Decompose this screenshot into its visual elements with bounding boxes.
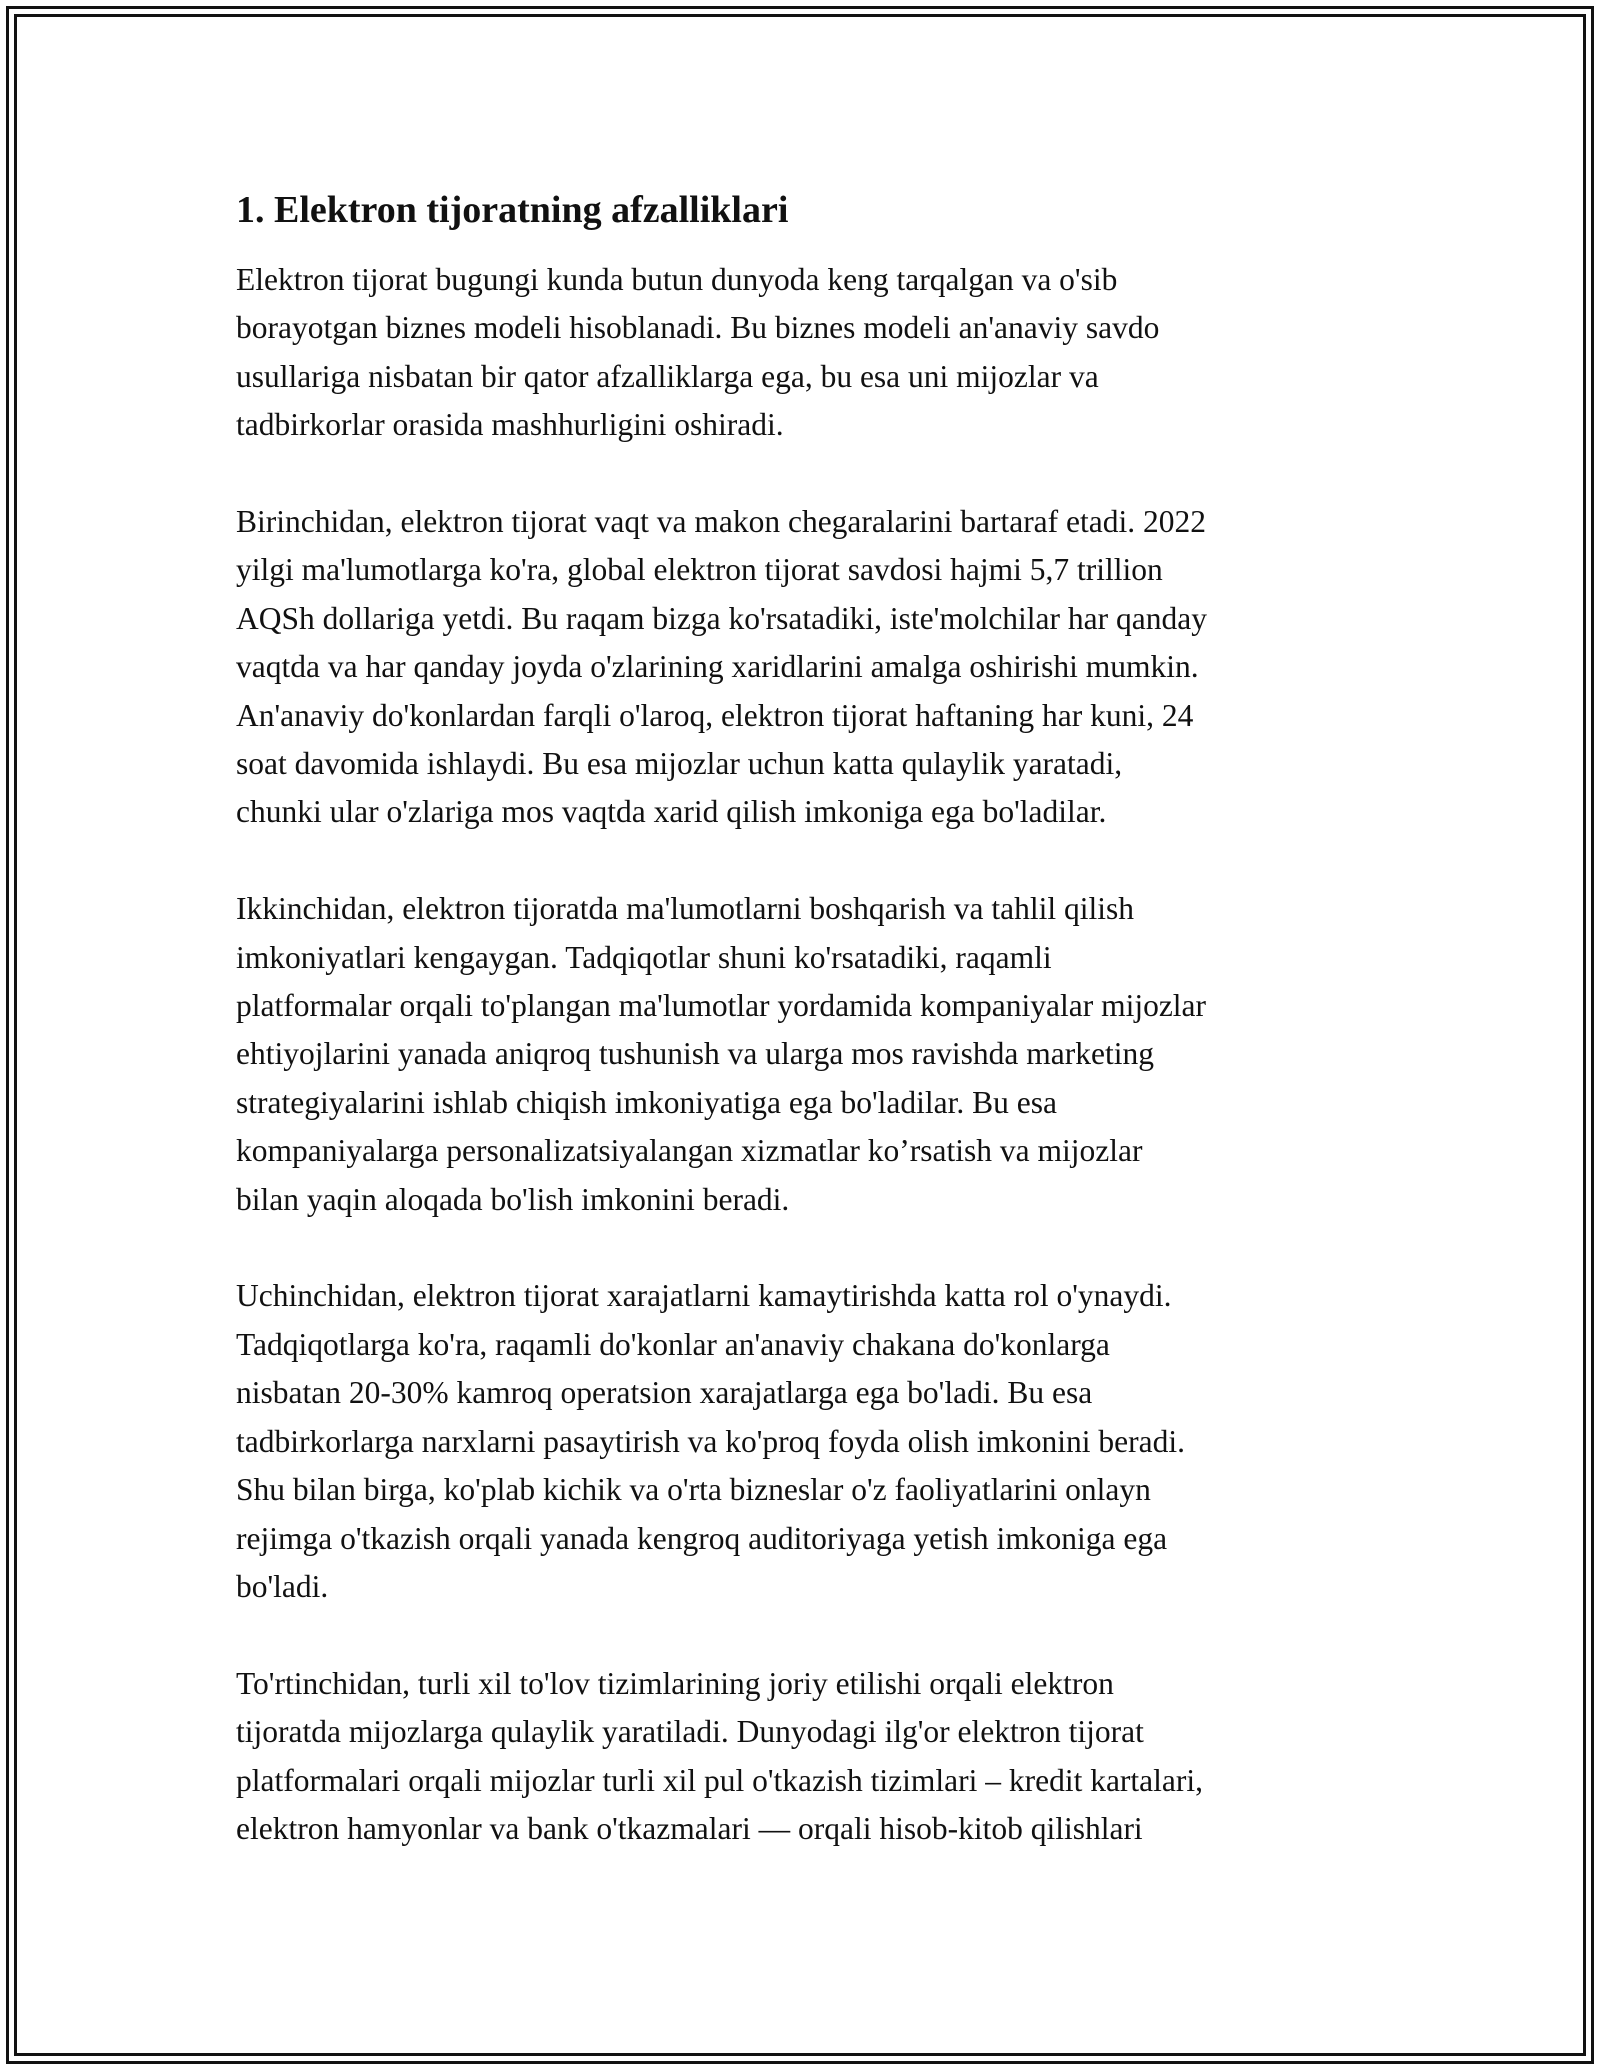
paragraph-line: tijoratda mijozlarga qulaylik yaratiladi. Dunyodagi ilg'or elektron tijorat xyxy=(236,1714,1144,1750)
paragraph-line: chunki ular o'zlariga mos vaqtda xarid qilish imkoniga ega bo'ladilar. xyxy=(236,794,1107,830)
paragraph-line: ehtiyojlarini yanada aniqroq tushunish va ularga mos ravishda marketing xyxy=(236,1036,1154,1072)
paragraph-line: bo'ladi. xyxy=(236,1568,329,1604)
paragraph-third-advantage xyxy=(236,1272,1376,1611)
paragraph-line: rejimga o'tkazish orqali yanada kengroq auditoriyaga yetish imkoniga ega xyxy=(236,1520,1168,1556)
paragraph-line: To'rtinchidan, turli xil to'lov tizimlarining joriy etilishi orqali elektron xyxy=(236,1665,1114,1701)
paragraph-line: Birinchidan, elektron tijorat vaqt va makon chegaralarini bartaraf etadi. 2022 xyxy=(236,504,1206,540)
paragraph-second-advantage xyxy=(236,885,1376,1224)
paragraph-line: nisbatan 20-30% kamroq operatsion xarajatlarga ega bo'ladi. Bu esa xyxy=(236,1375,1093,1411)
paragraph-first-advantage xyxy=(236,498,1376,837)
paragraph-line: usullariga nisbatan bir qator afzalliklarga ega, bu esa uni mijozlar va xyxy=(236,358,1099,394)
paragraph-line: platformalari orqali mijozlar turli xil pul o'tkazish tizimlari – kredit kartalari, xyxy=(236,1762,1203,1798)
paragraph-intro xyxy=(236,256,1376,450)
paragraph-line: vaqtda va har qanday joyda o'zlarining xaridlarini amalga oshirishi mumkin. xyxy=(236,649,1199,685)
paragraph-line: strategiyalarini ishlab chiqish imkoniyatiga ega bo'ladilar. Bu esa xyxy=(236,1084,1057,1120)
paragraph-line: imkoniyatlari kengaygan. Tadqiqotlar shuni ko'rsatadiki, raqamli xyxy=(236,939,1052,975)
paragraph-line: Tadqiqotlarga ko'ra, raqamli do'konlar an'anaviy chakana do'konlarga xyxy=(236,1326,1110,1362)
paragraph-line: soat davomida ishlaydi. Bu esa mijozlar uchun katta qulaylik yaratadi, xyxy=(236,746,1123,782)
paragraph-line: kompaniyalarga personalizatsiyalangan xizmatlar ko’rsatish va mijozlar xyxy=(236,1133,1143,1169)
paragraph-line: platformalar orqali to'plangan ma'lumotlar yordamida kompaniyalar mijozlar xyxy=(236,988,1207,1024)
paragraph-line: AQSh dollariga yetdi. Bu raqam bizga ko'rsatadiki, iste'molchilar har qanday xyxy=(236,600,1207,636)
paragraph-line: tadbirkorlar orasida mashhurligini oshiradi. xyxy=(236,407,784,443)
section-heading: 1. Elektron tijoratning afzalliklari xyxy=(236,189,789,231)
paragraph-line: tadbirkorlarga narxlarni pasaytirish va ko'proq foyda olish imkonini beradi. xyxy=(236,1423,1185,1459)
paragraph-fourth-advantage xyxy=(236,1660,1376,1854)
paragraph-line: Shu bilan birga, ko'plab kichik va o'rta bizneslar o'z faoliyatlarini onlayn xyxy=(236,1472,1151,1508)
paragraph-line: Elektron tijorat bugungi kunda butun dunyoda keng tarqalgan va o'sib xyxy=(236,262,1118,297)
paragraph-line: Ikkinchidan, elektron tijoratda ma'lumotlarni boshqarish va tahlil qilish xyxy=(236,891,1134,927)
paragraph-line: yilgi ma'lumotlarga ko'ra, global elektron tijorat savdosi hajmi 5,7 trillion xyxy=(236,552,1163,588)
paragraph-line: Uchinchidan, elektron tijorat xarajatlarni kamaytirishda katta rol o'ynaydi. xyxy=(236,1278,1172,1314)
document-body xyxy=(236,186,1376,1902)
paragraph-line: An'anaviy do'konlardan farqli o'laroq, elektron tijorat haftaning har kuni, 24 xyxy=(236,697,1194,733)
paragraph-line: elektron hamyonlar va bank o'tkazmalari — orqali hisob-kitob qilishlari xyxy=(236,1810,1143,1846)
paragraph-line: bilan yaqin aloqada bo'lish imkonini beradi. xyxy=(236,1181,790,1217)
paragraph-line: borayotgan biznes modeli hisoblanadi. Bu biznes modeli an'anaviy savdo xyxy=(236,310,1160,346)
